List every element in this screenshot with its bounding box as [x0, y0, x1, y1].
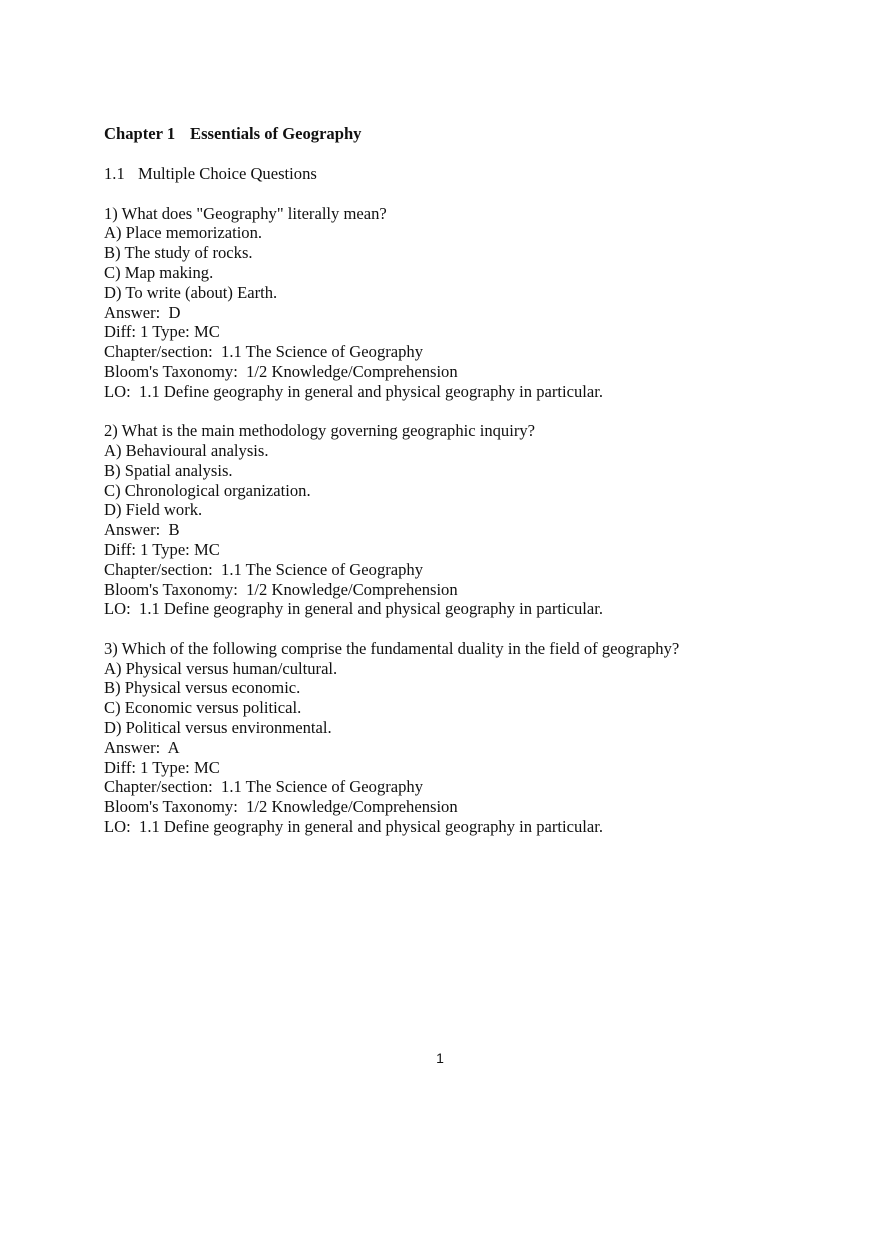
chapter-name: Essentials of Geography [190, 124, 362, 143]
answer-option: B) Spatial analysis. [104, 460, 233, 480]
page-number: 1 [436, 1050, 444, 1066]
question-block [104, 421, 804, 619]
section-number: 1.1 [104, 164, 125, 183]
answer-key: Answer: A [104, 737, 180, 757]
chapter-number: Chapter 1 [104, 124, 176, 143]
question-text: 3) Which of the following comprise the fundamental duality in the field of geography? [104, 638, 680, 658]
answer-option: A) Physical versus human/cultural. [104, 658, 338, 678]
learning-objective: LO: 1.1 Define geography in general and physical geography in particular. [104, 381, 604, 401]
page-content [104, 124, 804, 837]
answer-option: B) The study of rocks. [104, 243, 253, 263]
blooms-taxonomy: Bloom's Taxonomy: 1/2 Knowledge/Comprehension [104, 797, 458, 817]
difficulty-type: Diff: 1 Type: MC [104, 539, 220, 559]
question-text: 1) What does "Geography" literally mean? [104, 203, 387, 223]
answer-option: C) Map making. [104, 262, 214, 282]
chapter-section-ref: Chapter/section: 1.1 The Science of Geography [104, 559, 424, 579]
blooms-taxonomy: Bloom's Taxonomy: 1/2 Knowledge/Comprehension [104, 361, 458, 381]
answer-option: C) Chronological organization. [104, 480, 311, 500]
question-block [104, 204, 804, 402]
answer-option: D) To write (about) Earth. [104, 282, 278, 302]
question-text: 2) What is the main methodology governing geographic inquiry? [104, 421, 536, 441]
question-block [104, 639, 804, 837]
answer-option: D) Political versus environmental. [104, 717, 332, 737]
section-heading [104, 164, 804, 184]
learning-objective: LO: 1.1 Define geography in general and physical geography in particular. [104, 816, 604, 836]
answer-option: A) Place memorization. [104, 223, 263, 243]
answer-option: B) Physical versus economic. [104, 678, 301, 698]
answer-option: A) Behavioural analysis. [104, 440, 269, 460]
chapter-section-ref: Chapter/section: 1.1 The Science of Geography [104, 777, 424, 797]
answer-key: Answer: B [104, 520, 180, 540]
section-title: Multiple Choice Questions [138, 164, 317, 183]
answer-option: D) Field work. [104, 500, 203, 520]
answer-option: C) Economic versus political. [104, 698, 302, 718]
difficulty-type: Diff: 1 Type: MC [104, 322, 220, 342]
blooms-taxonomy: Bloom's Taxonomy: 1/2 Knowledge/Comprehension [104, 579, 458, 599]
chapter-section-ref: Chapter/section: 1.1 The Science of Geography [104, 342, 424, 362]
chapter-title [104, 124, 804, 144]
difficulty-type: Diff: 1 Type: MC [104, 757, 220, 777]
answer-key: Answer: D [104, 302, 181, 322]
learning-objective: LO: 1.1 Define geography in general and physical geography in particular. [104, 599, 604, 619]
